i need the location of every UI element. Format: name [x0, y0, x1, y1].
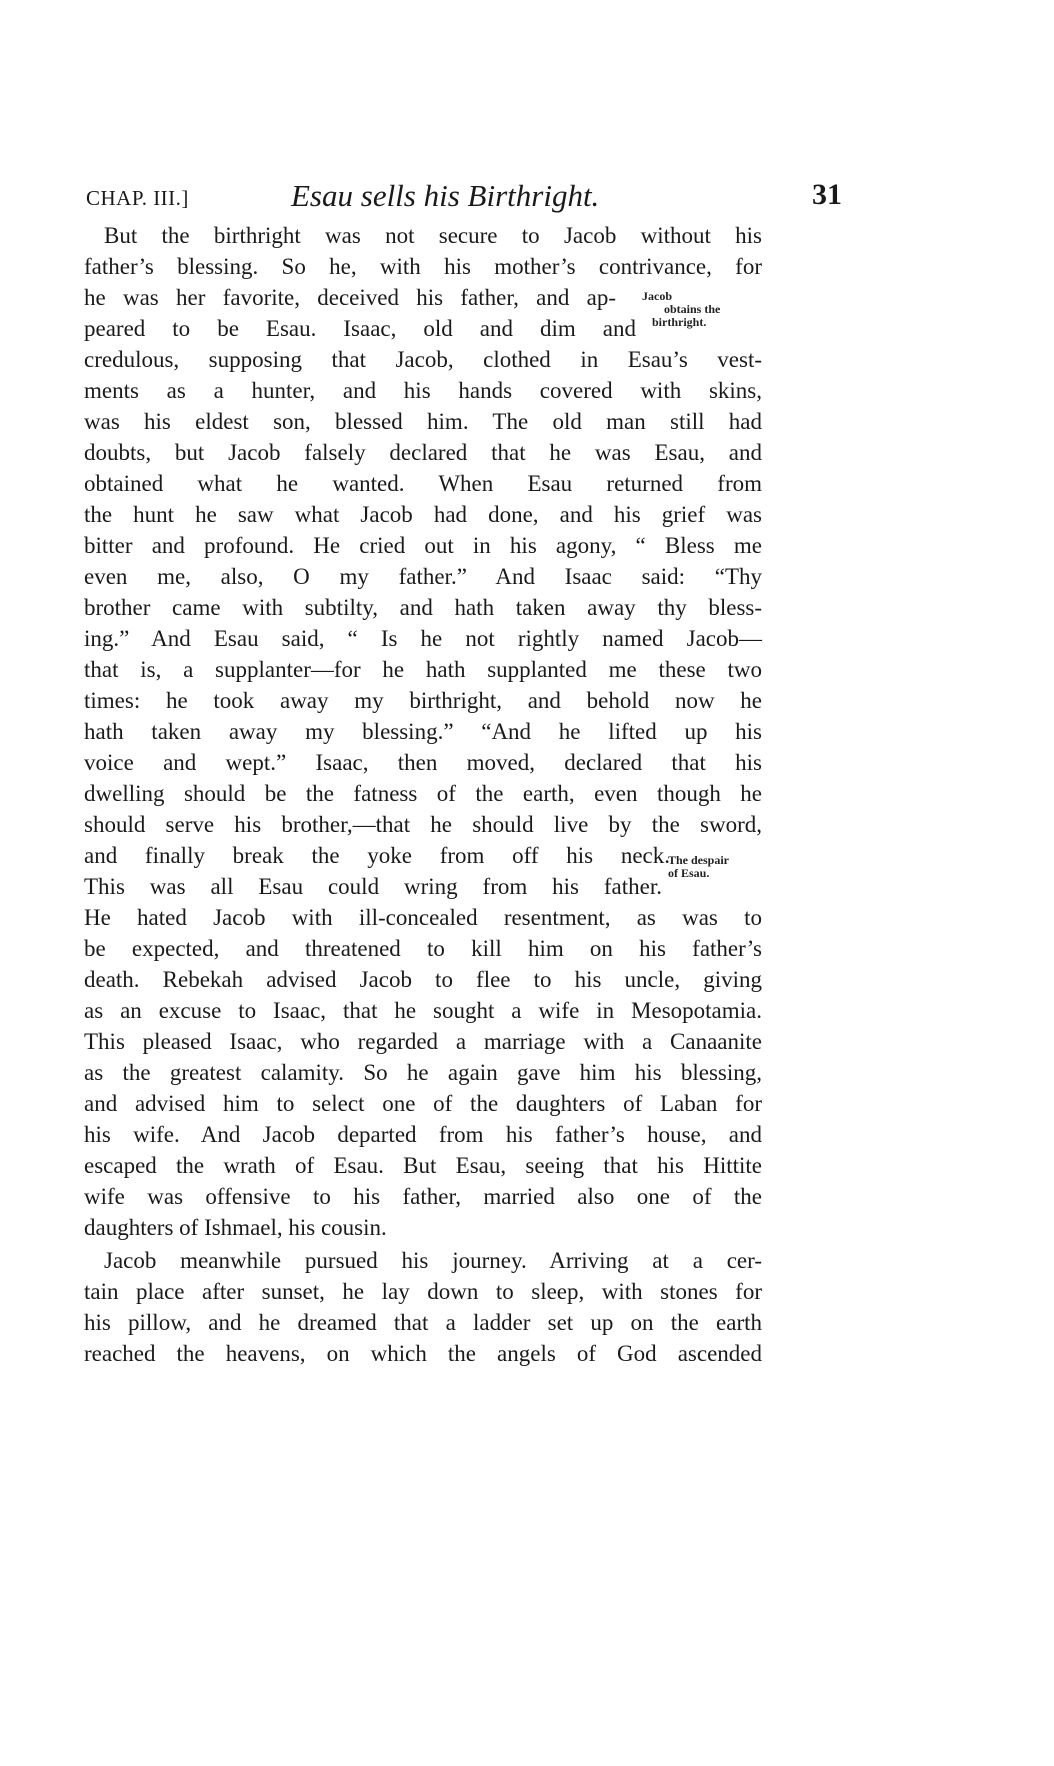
text-line: tain place after sunset, he lay down to sleep, with stones for	[84, 1279, 762, 1304]
text-line: wife was offensive to his father, married also one of the	[84, 1184, 762, 1209]
margin-note-line: The despair	[668, 853, 730, 867]
margin-note-jacob	[642, 290, 720, 329]
text-line: bitter and profound. He cried out in his agony, “ Bless me	[84, 533, 762, 558]
text-line: be expected, and threatened to kill him on his father’s	[84, 936, 762, 961]
text-line: ments as a hunter, and his hands covered with skins,	[84, 378, 762, 403]
text-line: This was all Esau could wring from his father.	[84, 874, 662, 899]
text-line: even me, also, O my father.” And Isaac said: “Thy	[84, 564, 762, 589]
running-title: Esau sells his Birthright.	[291, 178, 600, 213]
text-line: obtained what he wanted. When Esau returned from	[84, 471, 762, 496]
text-line: times: he took away my birthright, and behold now he	[84, 688, 762, 713]
text-line: his pillow, and he dreamed that a ladder set up on the earth	[84, 1310, 762, 1335]
chapter-label: CHAP. III.]	[86, 186, 189, 210]
text-line: and finally break the yoke from off his neck.	[84, 843, 670, 868]
text-line: Jacob meanwhile pursued his journey. Arriving at a cer-	[104, 1248, 762, 1273]
text-line: credulous, supposing that Jacob, clothed in Esau’s vest-	[84, 347, 762, 372]
running-header	[86, 178, 842, 218]
text-line: the hunt he saw what Jacob had done, and his grief was	[84, 502, 762, 527]
text-line: he was her favorite, deceived his father, and ap-	[84, 285, 616, 310]
text-line: father’s blessing. So he, with his mother’s contrivance, for	[84, 254, 762, 279]
text-line: doubts, but Jacob falsely declared that he was Esau, and	[84, 440, 762, 465]
text-line: as the greatest calamity. So he again gave him his blessing,	[84, 1060, 762, 1085]
text-line: peared to be Esau. Isaac, old and dim and	[84, 316, 636, 341]
text-line: escaped the wrath of Esau. But Esau, seeing that his Hittite	[84, 1153, 762, 1178]
text-line: He hated Jacob with ill-concealed resentment, as was to	[84, 905, 762, 930]
text-line: death. Rebekah advised Jacob to flee to his uncle, giving	[84, 967, 762, 992]
text-line: daughters of Ishmael, his cousin.	[84, 1215, 387, 1240]
text-line: ing.” And Esau said, “ Is he not rightly named Jacob—	[84, 626, 762, 651]
text-line: as an excuse to Isaac, that he sought a wife in Mesopotamia.	[84, 998, 762, 1023]
margin-note-line: of Esau.	[668, 866, 710, 880]
text-line: should serve his brother,—that he should live by the sword,	[84, 812, 762, 837]
text-line: his wife. And Jacob departed from his father’s house, and	[84, 1122, 762, 1147]
margin-note-line: obtains the	[664, 302, 721, 316]
text-line: and advised him to select one of the daughters of Laban for	[84, 1091, 762, 1116]
margin-note-esau	[668, 854, 729, 880]
text-line: hath taken away my blessing.” “And he lifted up his	[84, 719, 762, 744]
text-line: dwelling should be the fatness of the earth, even though he	[84, 781, 762, 806]
text-line: was his eldest son, blessed him. The old man still had	[84, 409, 762, 434]
text-line: voice and wept.” Isaac, then moved, declared that his	[84, 750, 762, 775]
text-line: This pleased Isaac, who regarded a marriage with a Canaanite	[84, 1029, 762, 1054]
text-line: But the birthright was not secure to Jacob without his	[104, 223, 762, 248]
text-line: reached the heavens, on which the angels of God ascended	[84, 1341, 762, 1366]
text-line: brother came with subtilty, and hath taken away thy bless-	[84, 595, 762, 620]
page-number: 31	[812, 178, 842, 211]
margin-note-line: Jacob	[642, 289, 672, 303]
margin-note-line: birthright.	[652, 315, 707, 329]
text-line: that is, a supplanter—for he hath supplanted me these two	[84, 657, 762, 682]
